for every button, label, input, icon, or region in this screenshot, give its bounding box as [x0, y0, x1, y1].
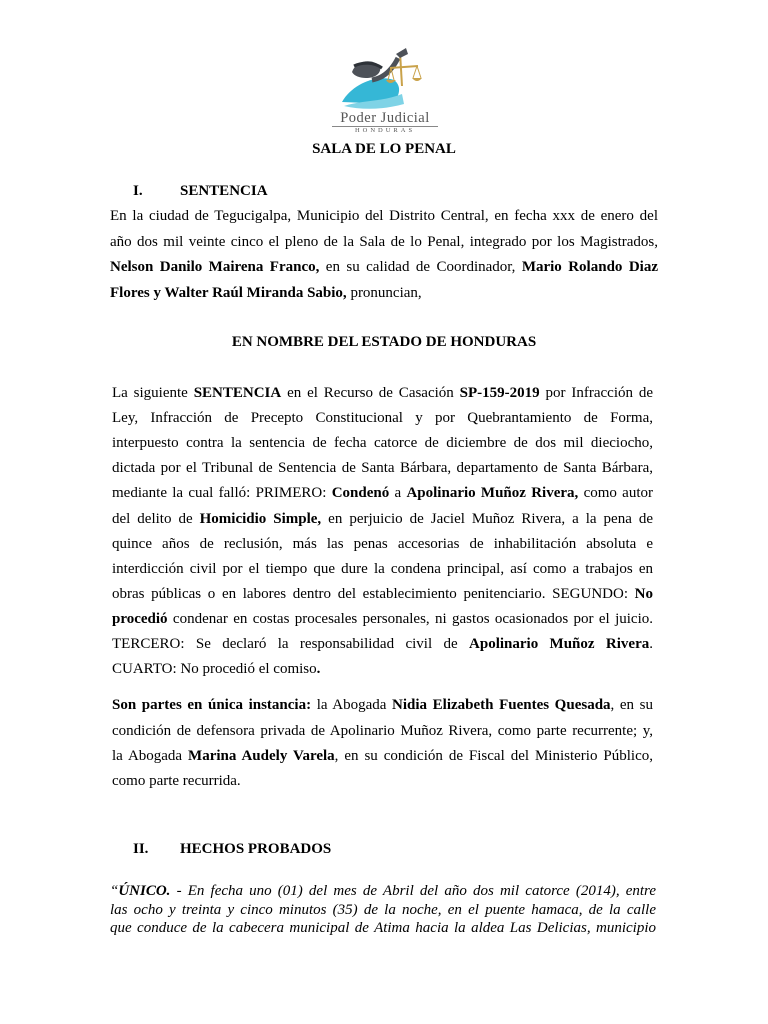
- intro-line-2: año dos mil veinte cinco el pleno de la Sala de lo Penal, integrado por los Magistrados,: [110, 234, 658, 250]
- para2-line-4: como parte recurrida.: [112, 773, 241, 789]
- para1-line-10: procedió condenar en costas procesales personales, ni gastos ocasionados por el juicio.: [112, 611, 653, 627]
- para1-line-3: interpuesto contra la sentencia de fecha catorce de diciembre de dos mil dieciocho,: [112, 435, 653, 451]
- facts-line-1: “ÚNICO. - En fecha uno (01) del mes de Abril del año dos mil catorce (2014), entre: [110, 883, 656, 899]
- state-heading: EN NOMBRE DEL ESTADO DE HONDURAS: [231, 334, 537, 350]
- logo-country: HONDURAS: [354, 127, 416, 134]
- intro-line-1: En la ciudad de Tegucigalpa, Municipio del Distrito Central, en fecha xxx de enero del: [110, 208, 658, 224]
- section-1-title: SENTENCIA: [180, 183, 268, 199]
- page-title: SALA DE LO PENAL: [312, 141, 456, 157]
- section-2-number: II.: [133, 841, 149, 857]
- para1-line-2: Ley, Infracción de Precepto Constitucional y por Quebrantamiento de Forma,: [112, 410, 653, 426]
- poder-judicial-logo: [322, 44, 448, 140]
- intro-line-3: Nelson Danilo Mairena Franco, en su calidad de Coordinador, Mario Rolando Diaz: [110, 259, 658, 275]
- facts-line-2: las ocho y treinta y cinco minutos (35) de la noche, en el puente hamaca, de la calle: [110, 902, 656, 918]
- para1-line-1: La siguiente SENTENCIA en el Recurso de Casación SP-159-2019 por Infracción de: [112, 385, 654, 401]
- para1-line-4: dictada por el Tribunal de Sentencia de Santa Bárbara, departamento de Santa Bárbara,: [112, 460, 653, 476]
- logo-name: Poder Judicial: [340, 110, 430, 126]
- para2-line-3: la Abogada Marina Audely Varela, en su condición de Fiscal del Ministerio Público,: [112, 748, 653, 764]
- para1-line-11: TERCERO: Se declaró la responsabilidad civil de Apolinario Muñoz Rivera.: [112, 636, 653, 652]
- para1-line-12: CUARTO: No procedió el comiso.: [112, 661, 321, 677]
- para1-line-8: interdicción civil por el tiempo que dure la condena principal, así como a trabajos en: [112, 561, 653, 577]
- para1-line-7: quince años de reclusión, más las penas accesorias de inhabilitación absoluta e: [112, 536, 653, 552]
- justice-scale-icon: [322, 44, 448, 112]
- para1-line-5: mediante la cual falló: PRIMERO: Condenó a Apolinario Muñoz Rivera, como autor: [112, 485, 653, 501]
- para2-line-1: Son partes en única instancia: la Abogada Nidia Elizabeth Fuentes Quesada, en su: [112, 697, 653, 713]
- para2-line-2: condición de defensora privada de Apolinario Muñoz Rivera, como parte recurrente; y,: [112, 723, 653, 739]
- section-1-number: I.: [133, 183, 143, 199]
- facts-line-3: que conduce de la cabecera municipal de Atima hacia la aldea Las Delicias, municipio: [110, 920, 656, 936]
- intro-line-4: Flores y Walter Raúl Miranda Sabio, pronuncian,: [110, 285, 422, 301]
- para1-line-9: obras públicas o en labores dentro del establecimiento penitenciario. SEGUNDO: No: [112, 586, 653, 602]
- section-2-title: HECHOS PROBADOS: [180, 841, 332, 857]
- para1-line-6: del delito de Homicidio Simple, en perjuicio de Jaciel Muñoz Rivera, a la pena de: [112, 511, 653, 527]
